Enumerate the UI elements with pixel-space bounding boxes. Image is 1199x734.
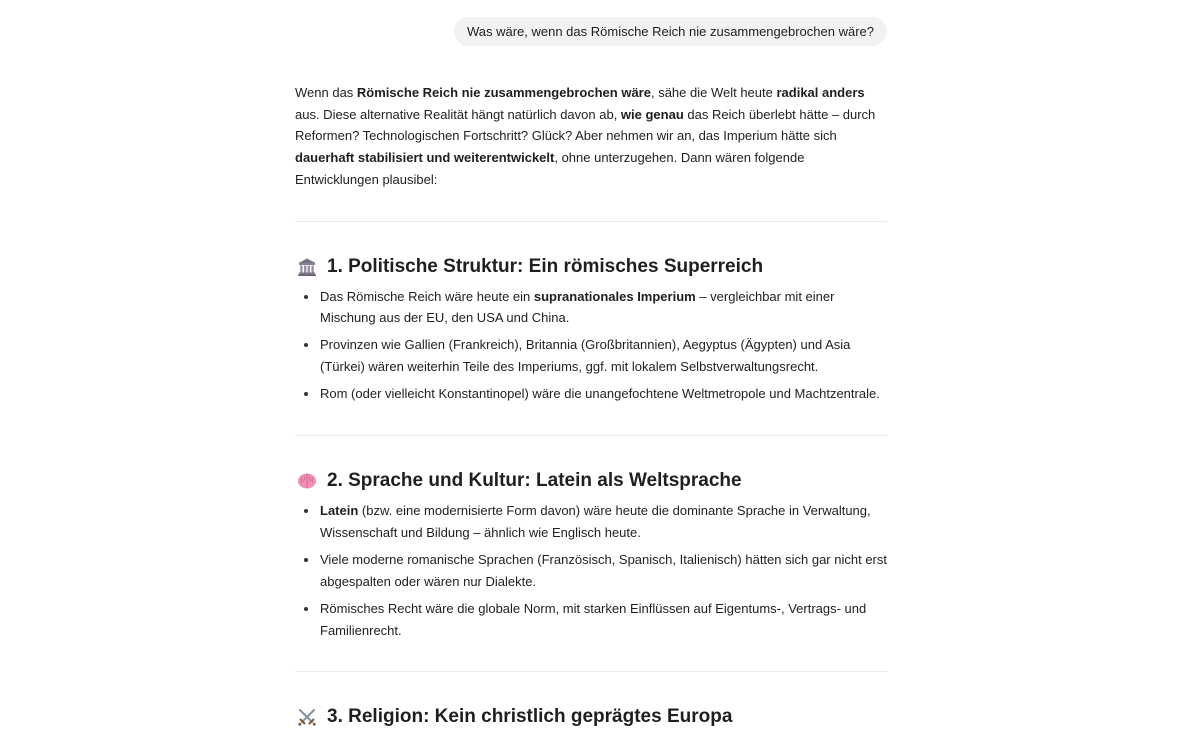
section-heading [295,705,887,729]
brain-icon [297,471,319,491]
section-divider [295,671,887,672]
user-message-row [295,17,887,46]
list-item [295,334,887,377]
intro-text: Wenn das [295,85,357,100]
bullet-bold: Latein [320,503,359,519]
section-divider [295,435,887,436]
bullet-text: Das Römische Reich wäre heute ein [320,288,534,304]
user-message-bubble: Was wäre, wenn das Römische Reich nie zusammengebrochen wäre? [454,17,887,46]
list-item [295,286,887,329]
list-item [295,383,887,405]
intro-text: das Reich überlebt hätte – durch Reformen? Technologischen Fortschritt? Glück? Aber nehmen wir an, das Imperium hätte sich [295,106,876,144]
list-item [295,598,887,641]
intro-paragraph [295,82,887,191]
intro-bold: radikal anders [776,85,865,100]
bullet-text: Römisches Recht wäre die globale Norm, mit starken Einflüssen auf Eigentums-, Vertrags- und Familienrecht. [320,600,867,638]
section-heading [295,469,887,493]
crossed-swords-icon [297,707,319,727]
section-title: 3. Religion: Kein christlich geprägtes Europa [327,706,733,728]
bullet-bold: supranationales Imperium [533,288,696,304]
conversation-column [295,0,887,729]
section-title: 1. Politische Struktur: Ein römisches Superreich [327,255,764,277]
bullet-text: Viele moderne romanische Sprachen (Französisch, Spanisch, Italienisch) hätten sich gar nicht erst abgespalten oder wären nur Dialekte. [320,551,887,589]
list-item [295,500,887,543]
list-item [295,549,887,592]
assistant-answer [295,82,887,729]
section-title: 2. Sprache und Kultur: Latein als Weltsprache [327,470,742,492]
bullet-text: Rom (oder vielleicht Konstantinopel) wäre die unangefochtene Weltmetropole und Machtzentrale. [320,386,880,402]
classical-building-icon [297,257,319,277]
section-heading [295,255,887,279]
bullet-text: (bzw. eine modernisierte Form davon) wäre heute die dominante Sprache in Verwaltung, Wissenschaft und Bildung – ähnlich wie Englisch heute. [320,503,871,540]
section-divider [295,221,887,222]
bullet-text: – vergleichbar mit einer Mischung aus der EU, den USA und China. [320,288,835,326]
intro-bold: wie genau [620,106,684,122]
intro-bold: dauerhaft stabilisiert und weiterentwickelt [295,150,555,166]
intro-bold: Römische Reich nie zusammengebrochen wäre [356,85,651,100]
intro-text: , sähe die Welt heute [650,85,777,100]
intro-text: aus. Diese alternative Realität hängt natürlich davon ab, [295,106,621,122]
intro-text: , ohne unterzugehen. Dann wären folgende Entwicklungen plausibel: [295,150,805,187]
bullet-list [295,500,887,641]
bullet-text: Provinzen wie Gallien (Frankreich), Britannia (Großbritannien), Aegyptus (Ägypten) und Asia (Türkei) wären weiterhin Teile des Imperiums, ggf. mit lokalem Selbstverwaltungsrecht. [320,337,851,375]
bullet-list [295,286,887,406]
